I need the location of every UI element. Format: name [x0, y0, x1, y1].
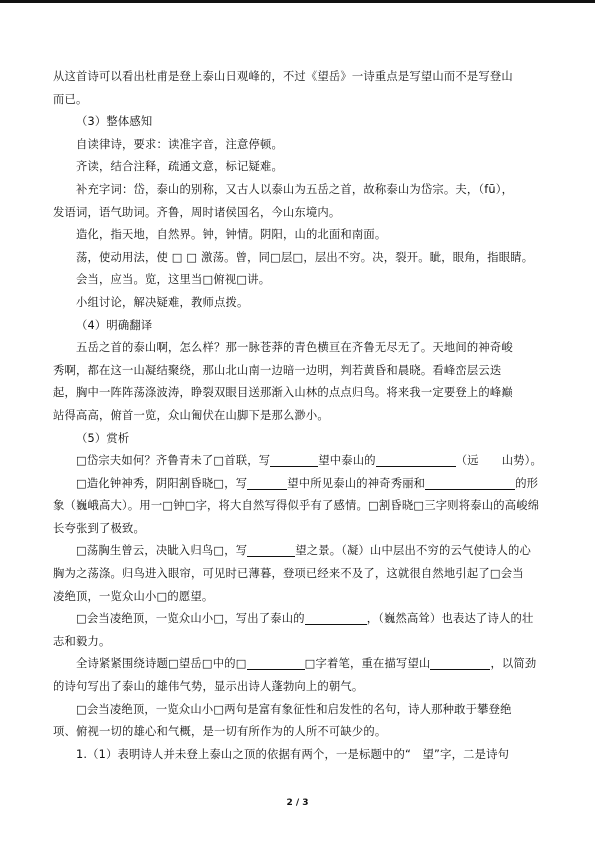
text-line: 凌绝顶，一览众山小□的愿望。: [53, 589, 214, 603]
answer-blank: [247, 656, 305, 670]
text-line: □会当凌绝顶，一览众山小□两句是富有象征性和启发性的名句，诗人那种敢于攀登绝: [76, 702, 512, 716]
text-line: 自读律诗，要求：读准字音，注意停顿。: [76, 137, 283, 151]
text-line: 发语词，语气助词。齐鲁，周时诸侯国名，今山东境内。: [53, 205, 341, 219]
text-fragment: □字着笔，重在描写望山: [304, 657, 431, 671]
answer-blank: [247, 543, 295, 557]
text-line: 起，胸中一阵阵荡涤波涛，睁裂双眼目送那渐入山林的点点归鸟。将来我一定要登上的峰巅: [53, 386, 513, 400]
text-fragment: □会当凌绝顶，一览众山小□，写出了泰山的: [76, 612, 305, 626]
text-line: [53, 540, 543, 563]
text-fragment: 望之景。（凝）山中层出不穷的云气使诗人的心: [295, 544, 532, 558]
section-heading: （4）明确翻译: [76, 318, 153, 332]
page-number: 2 / 3: [286, 798, 309, 808]
text-fragment: 的形: [515, 476, 539, 490]
text-line: 五岳之首的泰山啊，怎么样？那一脉苍莽的青色横亘在齐鲁无尽无了。天地间的神奇峻: [76, 341, 513, 355]
answer-blank: [425, 476, 515, 490]
text-fragment: 望中所见泰山的神奇秀丽和: [287, 476, 426, 490]
text-fragment: 望中泰山的: [318, 454, 376, 468]
text-line: 站得高高，俯首一览，众山匍伏在山脚下是那么渺小。: [53, 408, 329, 422]
top-rule: [0, 0, 595, 3]
answer-blank: [270, 453, 318, 467]
answer-blank: [305, 611, 367, 625]
text-line: 而已。: [53, 92, 88, 106]
page-body: [53, 66, 543, 766]
question-item: 1.（1）表明诗人并未登上泰山之顶的依据有两个，一是标题中的“ 望”字，二是诗句: [76, 747, 510, 761]
text-line: 从这首诗可以看出杜甫是登上泰山日观峰的，不过《望岳》一诗重点是写望山而不是写登山: [53, 70, 513, 83]
text-line: 志和毅力。: [53, 634, 111, 648]
text-fragment: □岱宗夫如何？齐鲁青未了□首联，写: [76, 454, 271, 468]
answer-blank: [430, 656, 490, 670]
text-line: 项、俯视一切的雄心和气概，是一切有所作为的人所不可缺少的。: [53, 725, 387, 739]
text-line: [53, 450, 543, 473]
text-line: 长夸张到了极致。: [53, 521, 145, 535]
text-line: 象（巍峨高大）。用一□钟□字，将大自然写得似乎有了感情。□割昏晓□三字则将泰山的高峻绵: [53, 499, 540, 513]
text-fragment: ，以简劲: [490, 657, 537, 671]
text-line: [53, 608, 543, 631]
text-fragment: ，（巍然高耸）也表达了诗人的壮: [366, 612, 534, 626]
section-heading: （5）赏析: [76, 431, 130, 445]
answer-blank: [247, 476, 287, 490]
text-line: 补充字词：岱，泰山的别称，又古人以泰山为五岳之首，故称泰山为岱宗。夫，（fū），: [76, 182, 514, 196]
text-fragment: □荡胸生曾云，决眦入归鸟□，写: [76, 544, 248, 558]
text-fragment: 全诗紧紧围绕诗题□望岳□中的□: [76, 657, 247, 671]
text-line: 荡，使动用法，使 □ □ 激荡。曾，同□层□，层出不穷。决，裂开。眦，眼角，指眼睛。: [76, 250, 534, 264]
text-line: 小组讨论，解决疑难，教师点拨。: [76, 295, 249, 309]
text-line: [53, 653, 543, 676]
text-fragment: （远 山势）。: [455, 454, 543, 468]
text-line: 齐读，结合注释，疏通文意，标记疑难。: [76, 160, 283, 174]
section-heading: （3）整体感知: [76, 115, 153, 129]
text-line: 秀啊，都在这一山凝结聚绕，那山北山南一边暗一边明，判若黄昏和晨晓。看峰峦层云迭: [53, 363, 502, 377]
text-line: 的诗句写出了泰山的雄伟气势，显示出诗人蓬勃向上的朝气。: [53, 680, 364, 694]
text-line: 胸为之荡涤。归鸟进入眼帘，可见时已薄暮，登项已经来不及了，这就很自然地引起了□会当: [53, 567, 524, 581]
text-line: 会当，应当。览，这里当□俯视□讲。: [76, 273, 271, 287]
text-fragment: □造化钟神秀，阴阳割昏晓□，写: [76, 476, 248, 490]
text-line: [53, 473, 543, 496]
text-line: 造化，指天地，自然界。钟，钟情。阴阳，山的北面和南面。: [76, 228, 387, 242]
answer-blank: [376, 453, 456, 467]
